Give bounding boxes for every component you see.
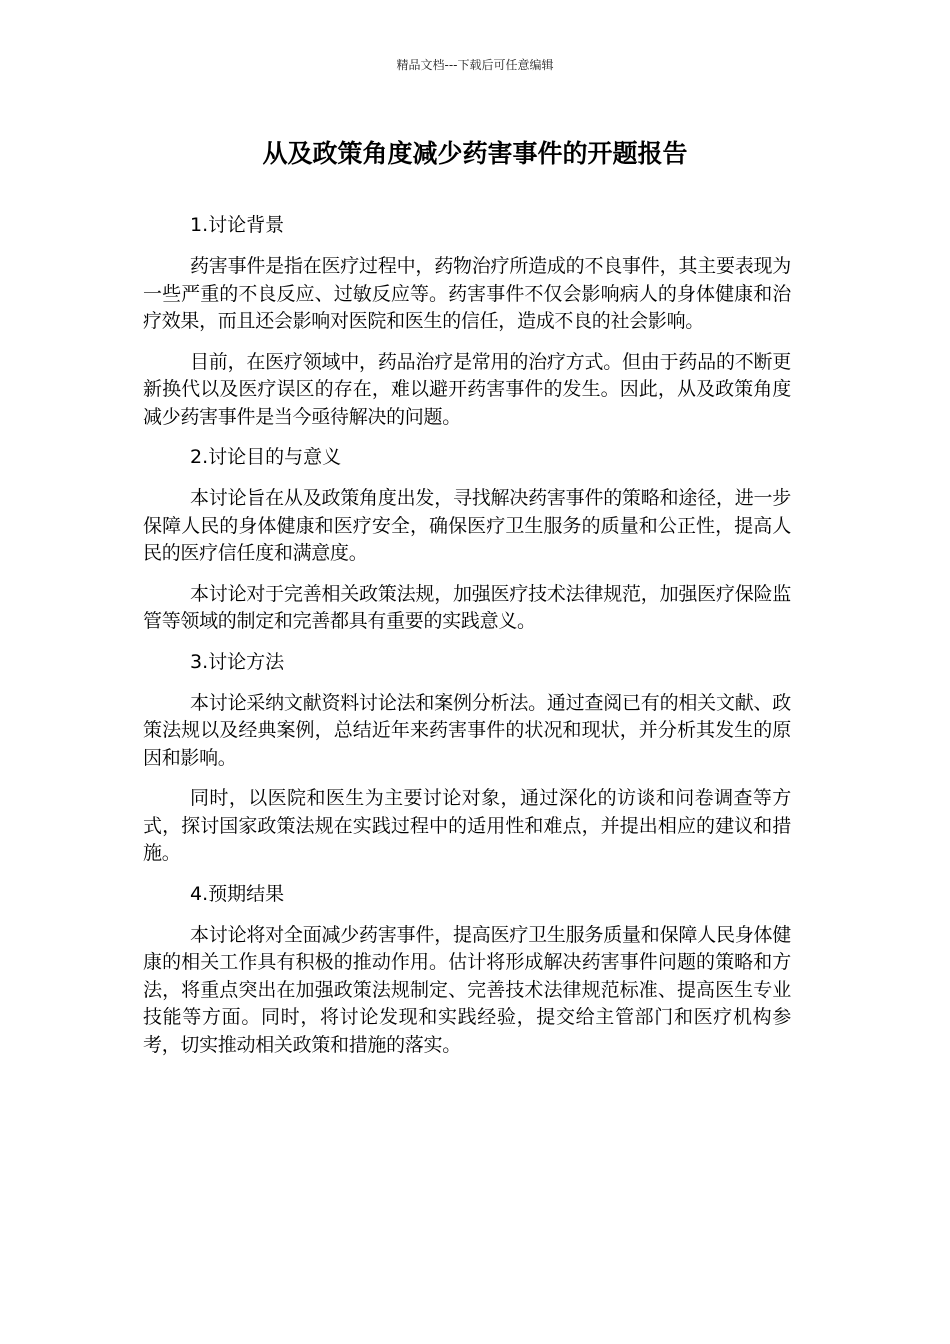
paragraph: 本讨论旨在从及政策角度出发，寻找解决药害事件的策略和途径，进一步保障人民的身体健康和医疗安全，确保医疗卫生服务的质量和公正性，提高人民的医疗信任度和满意度。 <box>143 487 791 564</box>
section-heading: 3.讨论方法 <box>190 650 285 673</box>
document-body <box>143 212 791 1072</box>
section-method <box>143 649 791 868</box>
document-title: 从及政策角度减少药害事件的开题报告 <box>262 139 688 168</box>
section-heading: 4.预期结果 <box>190 882 285 905</box>
paragraph: 本讨论对于完善相关政策法规，加强医疗技术法律规范，加强医疗保险监管等领域的制定和完善都具有重要的实践意义。 <box>143 582 791 632</box>
section-expected-results <box>143 881 791 1060</box>
section-background <box>143 212 791 431</box>
paragraph: 本讨论采纳文献资料讨论法和案例分析法。通过查阅已有的相关文献、政策法规以及经典案例，总结近年来药害事件的状况和现状，并分析其发生的原因和影响。 <box>143 691 791 769</box>
paragraph: 本讨论将对全面减少药害事件，提高医疗卫生服务质量和保障人民身体健康的相关工作具有积极的推动作用。估计将形成解决药害事件问题的策略和方法，将重点突出在加强政策法规制定、完善技术法律规范标准、提高医生专业技能等方面。同时，将讨论发现和实践经验，提交给主管部门和医疗机构参考，切实推动相关政策和措施的落实。 <box>143 923 791 1056</box>
section-heading: 2.讨论目的与意义 <box>190 446 342 468</box>
paragraph: 药害事件是指在医疗过程中，药物治疗所造成的不良事件，其主要表现为一些严重的不良反应、过敏反应等。药害事件不仅会影响病人的身体健康和治疗效果，而且还会影响对医院和医生的信任，造成不良的社会影响。 <box>143 255 791 332</box>
paragraph: 目前，在医疗领域中，药品治疗是常用的治疗方式。但由于药品的不断更新换代以及医疗误区的存在，难以避开药害事件的发生。因此，从及政策角度减少药害事件是当今亟待解决的问题。 <box>143 350 791 428</box>
paragraph: 同时，以医院和医生为主要讨论对象，通过深化的访谈和问卷调查等方式，探讨国家政策法规在实践过程中的适用性和难点，并提出相应的建议和措施。 <box>143 787 791 864</box>
header-note: 精品文档---下载后可任意编辑 <box>396 58 554 72</box>
section-purpose <box>143 444 791 636</box>
section-heading: 1.讨论背景 <box>190 214 285 236</box>
